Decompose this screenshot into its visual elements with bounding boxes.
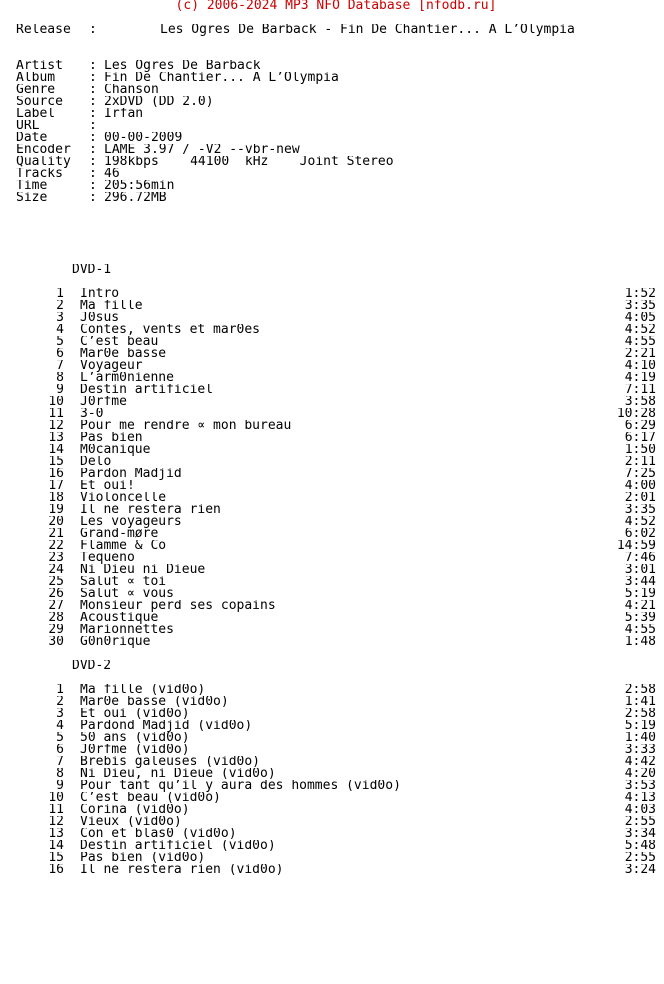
- track-title: Voyageur: [80, 360, 143, 372]
- info-row: [16, 84, 656, 96]
- info-value: 2xDVD (DD 2.0): [104, 96, 214, 108]
- track-title: Il ne restera rien: [80, 504, 221, 516]
- track-time: 4:03: [624, 804, 656, 816]
- credit-line: (c) 2006-2024 MP3 NFO Database [nfodb.ru]: [175, 0, 497, 12]
- info-label: Album: [16, 72, 56, 84]
- info-label: Date: [16, 132, 48, 144]
- track-number: 22: [48, 540, 64, 552]
- info-separator: :: [89, 60, 97, 72]
- track-number: 27: [48, 600, 64, 612]
- info-row: [16, 192, 656, 204]
- track-title: Mar0e basse (vid0o): [80, 696, 229, 708]
- release-value: Les Ogres De Barback - Fin De Chantier... A L’Olympia: [160, 24, 575, 36]
- track-row: [16, 300, 656, 312]
- info-value: Fin De Chantier... A L’Olympia: [104, 72, 339, 84]
- track-number: 15: [48, 852, 64, 864]
- track-number: 12: [48, 816, 64, 828]
- track-row: [16, 828, 656, 840]
- track-row: [16, 720, 656, 732]
- track-time: 3:44: [624, 576, 656, 588]
- track-number: 2: [56, 300, 64, 312]
- track-row: [16, 816, 656, 828]
- track-time: 4:00: [624, 480, 656, 492]
- track-title: Pardon Madjid: [80, 468, 182, 480]
- track-number: 30: [48, 636, 64, 648]
- track-row: [16, 852, 656, 864]
- track-number: 5: [56, 732, 64, 744]
- track-number: 4: [56, 324, 64, 336]
- track-time: 4:19: [624, 372, 656, 384]
- track-number: 5: [56, 336, 64, 348]
- track-number: 20: [48, 516, 64, 528]
- track-time: 7:25: [624, 468, 656, 480]
- track-row: [16, 324, 656, 336]
- info-label: Encoder: [16, 144, 71, 156]
- track-number: 8: [56, 372, 64, 384]
- track-row: [16, 804, 656, 816]
- track-title: Violoncelle: [80, 492, 167, 504]
- track-time: 2:01: [624, 492, 656, 504]
- track-time: 3:58: [624, 396, 656, 408]
- track-row: [16, 516, 656, 528]
- info-separator: :: [89, 72, 97, 84]
- track-title: Vieux (vid0o): [80, 816, 182, 828]
- track-row: [16, 864, 656, 876]
- info-separator: :: [89, 84, 97, 96]
- track-number: 28: [48, 612, 64, 624]
- info-label: Quality: [16, 156, 71, 168]
- info-row: [16, 180, 656, 192]
- info-value: [104, 120, 656, 132]
- track-row: [16, 468, 656, 480]
- info-label: Genre: [16, 84, 56, 96]
- track-row: [16, 420, 656, 432]
- info-separator: :: [89, 120, 97, 132]
- info-label: Source: [16, 96, 63, 108]
- track-row: [16, 288, 656, 300]
- track-time: 7:46: [624, 552, 656, 564]
- track-row: [16, 636, 656, 648]
- track-time: 4:52: [624, 516, 656, 528]
- track-time: 5:48: [624, 840, 656, 852]
- track-time: 2:58: [624, 708, 656, 720]
- track-time: 1:48: [624, 636, 656, 648]
- track-number: 2: [56, 696, 64, 708]
- track-time: 6:17: [624, 432, 656, 444]
- track-time: 3:33: [624, 744, 656, 756]
- track-time: 3:35: [624, 504, 656, 516]
- track-time: 5:39: [624, 612, 656, 624]
- track-time: 6:02: [624, 528, 656, 540]
- track-time: 1:40: [624, 732, 656, 744]
- track-number: 21: [48, 528, 64, 540]
- track-row: [16, 432, 656, 444]
- track-time: 4:13: [624, 792, 656, 804]
- track-row: [16, 588, 656, 600]
- track-number: 29: [48, 624, 64, 636]
- track-title: J0rfme: [80, 396, 127, 408]
- track-number: 12: [48, 420, 64, 432]
- track-row: [16, 336, 656, 348]
- track-time: 4:20: [624, 768, 656, 780]
- track-time: 2:11: [624, 456, 656, 468]
- track-row: [16, 744, 656, 756]
- track-title: Destin artificiel: [80, 384, 214, 396]
- info-separator: :: [89, 156, 97, 168]
- info-separator: :: [89, 96, 97, 108]
- track-title: Acoustique: [80, 612, 159, 624]
- track-title: Et oui!: [80, 480, 135, 492]
- track-number: 3: [56, 708, 64, 720]
- track-title: Pas bien (vid0o): [80, 852, 206, 864]
- info-row: [16, 96, 656, 108]
- track-time: 5:19: [624, 588, 656, 600]
- info-row: [16, 72, 656, 84]
- track-row: [16, 360, 656, 372]
- track-number: 24: [48, 564, 64, 576]
- track-title: Ma fille (vid0o): [80, 684, 206, 696]
- track-row: [16, 780, 656, 792]
- track-title: 3-0: [80, 408, 104, 420]
- track-title: Contes, vents et mar0es: [80, 324, 261, 336]
- track-time: 4:05: [624, 312, 656, 324]
- track-number: 13: [48, 432, 64, 444]
- info-value: Les Ogres De Barback: [104, 60, 261, 72]
- track-number: 7: [56, 360, 64, 372]
- track-row: [16, 696, 656, 708]
- info-separator: :: [89, 144, 97, 156]
- track-time: 5:19: [624, 720, 656, 732]
- track-number: 26: [48, 588, 64, 600]
- disc-title: DVD-2: [72, 660, 112, 672]
- track-title: Il ne restera rien (vid0o): [80, 864, 284, 876]
- track-row: [16, 792, 656, 804]
- track-row: [16, 612, 656, 624]
- track-title: Ma fille: [80, 300, 143, 312]
- track-time: 3:24: [624, 864, 656, 876]
- track-time: 3:53: [624, 780, 656, 792]
- info-label: Tracks: [16, 168, 63, 180]
- track-number: 6: [56, 744, 64, 756]
- track-title: Et oui (vid0o): [80, 708, 190, 720]
- track-number: 1: [56, 288, 64, 300]
- track-title: Marionnettes: [80, 624, 174, 636]
- track-row: [16, 492, 656, 504]
- track-number: 3: [56, 312, 64, 324]
- track-number: 11: [48, 804, 64, 816]
- track-title: Pas bien: [80, 432, 143, 444]
- info-label: Size: [16, 192, 48, 204]
- track-title: Pour me rendre ∝ mon bureau: [80, 420, 292, 432]
- track-number: 6: [56, 348, 64, 360]
- track-time: 3:34: [624, 828, 656, 840]
- track-row: [16, 384, 656, 396]
- track-title: Brebis galeuses (vid0o): [80, 756, 261, 768]
- track-number: 10: [48, 792, 64, 804]
- track-time: 4:55: [624, 336, 656, 348]
- info-value: 205:56min: [104, 180, 175, 192]
- info-row: [16, 132, 656, 144]
- track-title: Flamme & Co: [80, 540, 167, 552]
- info-separator: :: [89, 132, 97, 144]
- track-title: 50 ans (vid0o): [80, 732, 190, 744]
- info-label: Label: [16, 108, 56, 120]
- track-number: 10: [48, 396, 64, 408]
- track-time: 10:28: [616, 408, 656, 420]
- track-title: J0sus: [80, 312, 120, 324]
- track-row: [16, 576, 656, 588]
- track-title: C’est beau: [80, 336, 159, 348]
- track-number: 4: [56, 720, 64, 732]
- info-row: [16, 108, 656, 120]
- track-time: 1:41: [624, 696, 656, 708]
- track-time: 3:35: [624, 300, 656, 312]
- track-title: Tequeno: [80, 552, 135, 564]
- disc-title: DVD-1: [72, 264, 112, 276]
- track-row: [16, 372, 656, 384]
- track-number: 8: [56, 768, 64, 780]
- track-title: Salut ∝ vous: [80, 588, 174, 600]
- track-number: 14: [48, 840, 64, 852]
- track-number: 23: [48, 552, 64, 564]
- track-title: Mar0e basse: [80, 348, 167, 360]
- track-row: [16, 348, 656, 360]
- track-row: [16, 600, 656, 612]
- track-title: Ni Dieu, ni Dieue (vid0o): [80, 768, 276, 780]
- info-separator: :: [89, 108, 97, 120]
- track-time: 4:52: [624, 324, 656, 336]
- track-title: Ni Dieu ni Dieue: [80, 564, 206, 576]
- track-row: [16, 768, 656, 780]
- track-title: Corina (vid0o): [80, 804, 190, 816]
- track-time: 7:11: [624, 384, 656, 396]
- info-row: [16, 144, 656, 156]
- track-row: [16, 564, 656, 576]
- track-time: 3:01: [624, 564, 656, 576]
- track-number: 19: [48, 504, 64, 516]
- track-number: 1: [56, 684, 64, 696]
- track-time: 4:55: [624, 624, 656, 636]
- info-value: 46: [104, 168, 120, 180]
- track-row: [16, 456, 656, 468]
- track-number: 7: [56, 756, 64, 768]
- info-value: Irfan: [104, 108, 144, 120]
- track-row: [16, 480, 656, 492]
- track-row: [16, 732, 656, 744]
- track-title: Grand-møre: [80, 528, 159, 540]
- track-number: 9: [56, 384, 64, 396]
- track-row: [16, 444, 656, 456]
- track-title: Con et blas0 (vid0o): [80, 828, 237, 840]
- track-row: [16, 624, 656, 636]
- info-row: [16, 168, 656, 180]
- track-time: 1:52: [624, 288, 656, 300]
- track-row: [16, 840, 656, 852]
- track-number: 11: [48, 408, 64, 420]
- track-number: 13: [48, 828, 64, 840]
- track-row: [16, 396, 656, 408]
- tracklist: [16, 264, 656, 876]
- release-line: [16, 24, 656, 36]
- track-number: 14: [48, 444, 64, 456]
- info-row: [16, 156, 656, 168]
- info-label: Time: [16, 180, 48, 192]
- track-title: J0rfme (vid0o): [80, 744, 190, 756]
- track-time: 14:59: [616, 540, 656, 552]
- track-title: Pardond Madjid (vid0o): [80, 720, 253, 732]
- track-time: 6:29: [624, 420, 656, 432]
- track-row: [16, 312, 656, 324]
- info-value: LAME 3.97 / -V2 --vbr-new: [104, 144, 300, 156]
- track-number: 16: [48, 864, 64, 876]
- track-row: [16, 708, 656, 720]
- track-title: M0canique: [80, 444, 151, 456]
- track-time: 4:21: [624, 600, 656, 612]
- info-row: [16, 120, 656, 132]
- track-number: 15: [48, 456, 64, 468]
- track-number: 18: [48, 492, 64, 504]
- track-number: 9: [56, 780, 64, 792]
- info-value: 00-00-2009: [104, 132, 183, 144]
- track-title: Les voyageurs: [80, 516, 182, 528]
- track-title: L’arm0nienne: [80, 372, 174, 384]
- info-block: [16, 60, 656, 204]
- track-time: 2:21: [624, 348, 656, 360]
- track-number: 17: [48, 480, 64, 492]
- track-title: Intro: [80, 288, 120, 300]
- info-value: Chanson: [104, 84, 159, 96]
- info-label: URL: [16, 120, 40, 132]
- track-row: [16, 684, 656, 696]
- info-value: 198kbps 44100 kHz Joint Stereo: [104, 156, 394, 168]
- info-row: [16, 60, 656, 72]
- info-value: 296.72MB: [104, 192, 167, 204]
- track-time: 2:58: [624, 684, 656, 696]
- track-row: [16, 528, 656, 540]
- track-time: 1:50: [624, 444, 656, 456]
- track-time: 4:42: [624, 756, 656, 768]
- release-separator: :: [89, 24, 97, 36]
- track-title: Pour tant qu’il y aura des hommes (vid0o): [80, 780, 401, 792]
- info-separator: :: [89, 180, 97, 192]
- info-separator: :: [89, 168, 97, 180]
- track-time: 4:10: [624, 360, 656, 372]
- info-separator: :: [89, 192, 97, 204]
- track-time: 2:55: [624, 816, 656, 828]
- track-title: C’est beau (vid0o): [80, 792, 221, 804]
- track-row: [16, 552, 656, 564]
- track-title: Monsieur perd ses copains: [80, 600, 276, 612]
- track-row: [16, 504, 656, 516]
- track-row: [16, 756, 656, 768]
- info-label: Artist: [16, 60, 63, 72]
- track-title: Salut ∝ toi: [80, 576, 167, 588]
- track-title: Delo: [80, 456, 112, 468]
- track-number: 25: [48, 576, 64, 588]
- track-time: 2:55: [624, 852, 656, 864]
- track-title: Destin artificiel (vid0o): [80, 840, 276, 852]
- track-number: 16: [48, 468, 64, 480]
- track-row: [16, 408, 656, 420]
- nfo-document: [16, 0, 656, 876]
- track-row: [16, 540, 656, 552]
- track-title: G0n0rique: [80, 636, 151, 648]
- release-label: Release: [16, 24, 71, 36]
